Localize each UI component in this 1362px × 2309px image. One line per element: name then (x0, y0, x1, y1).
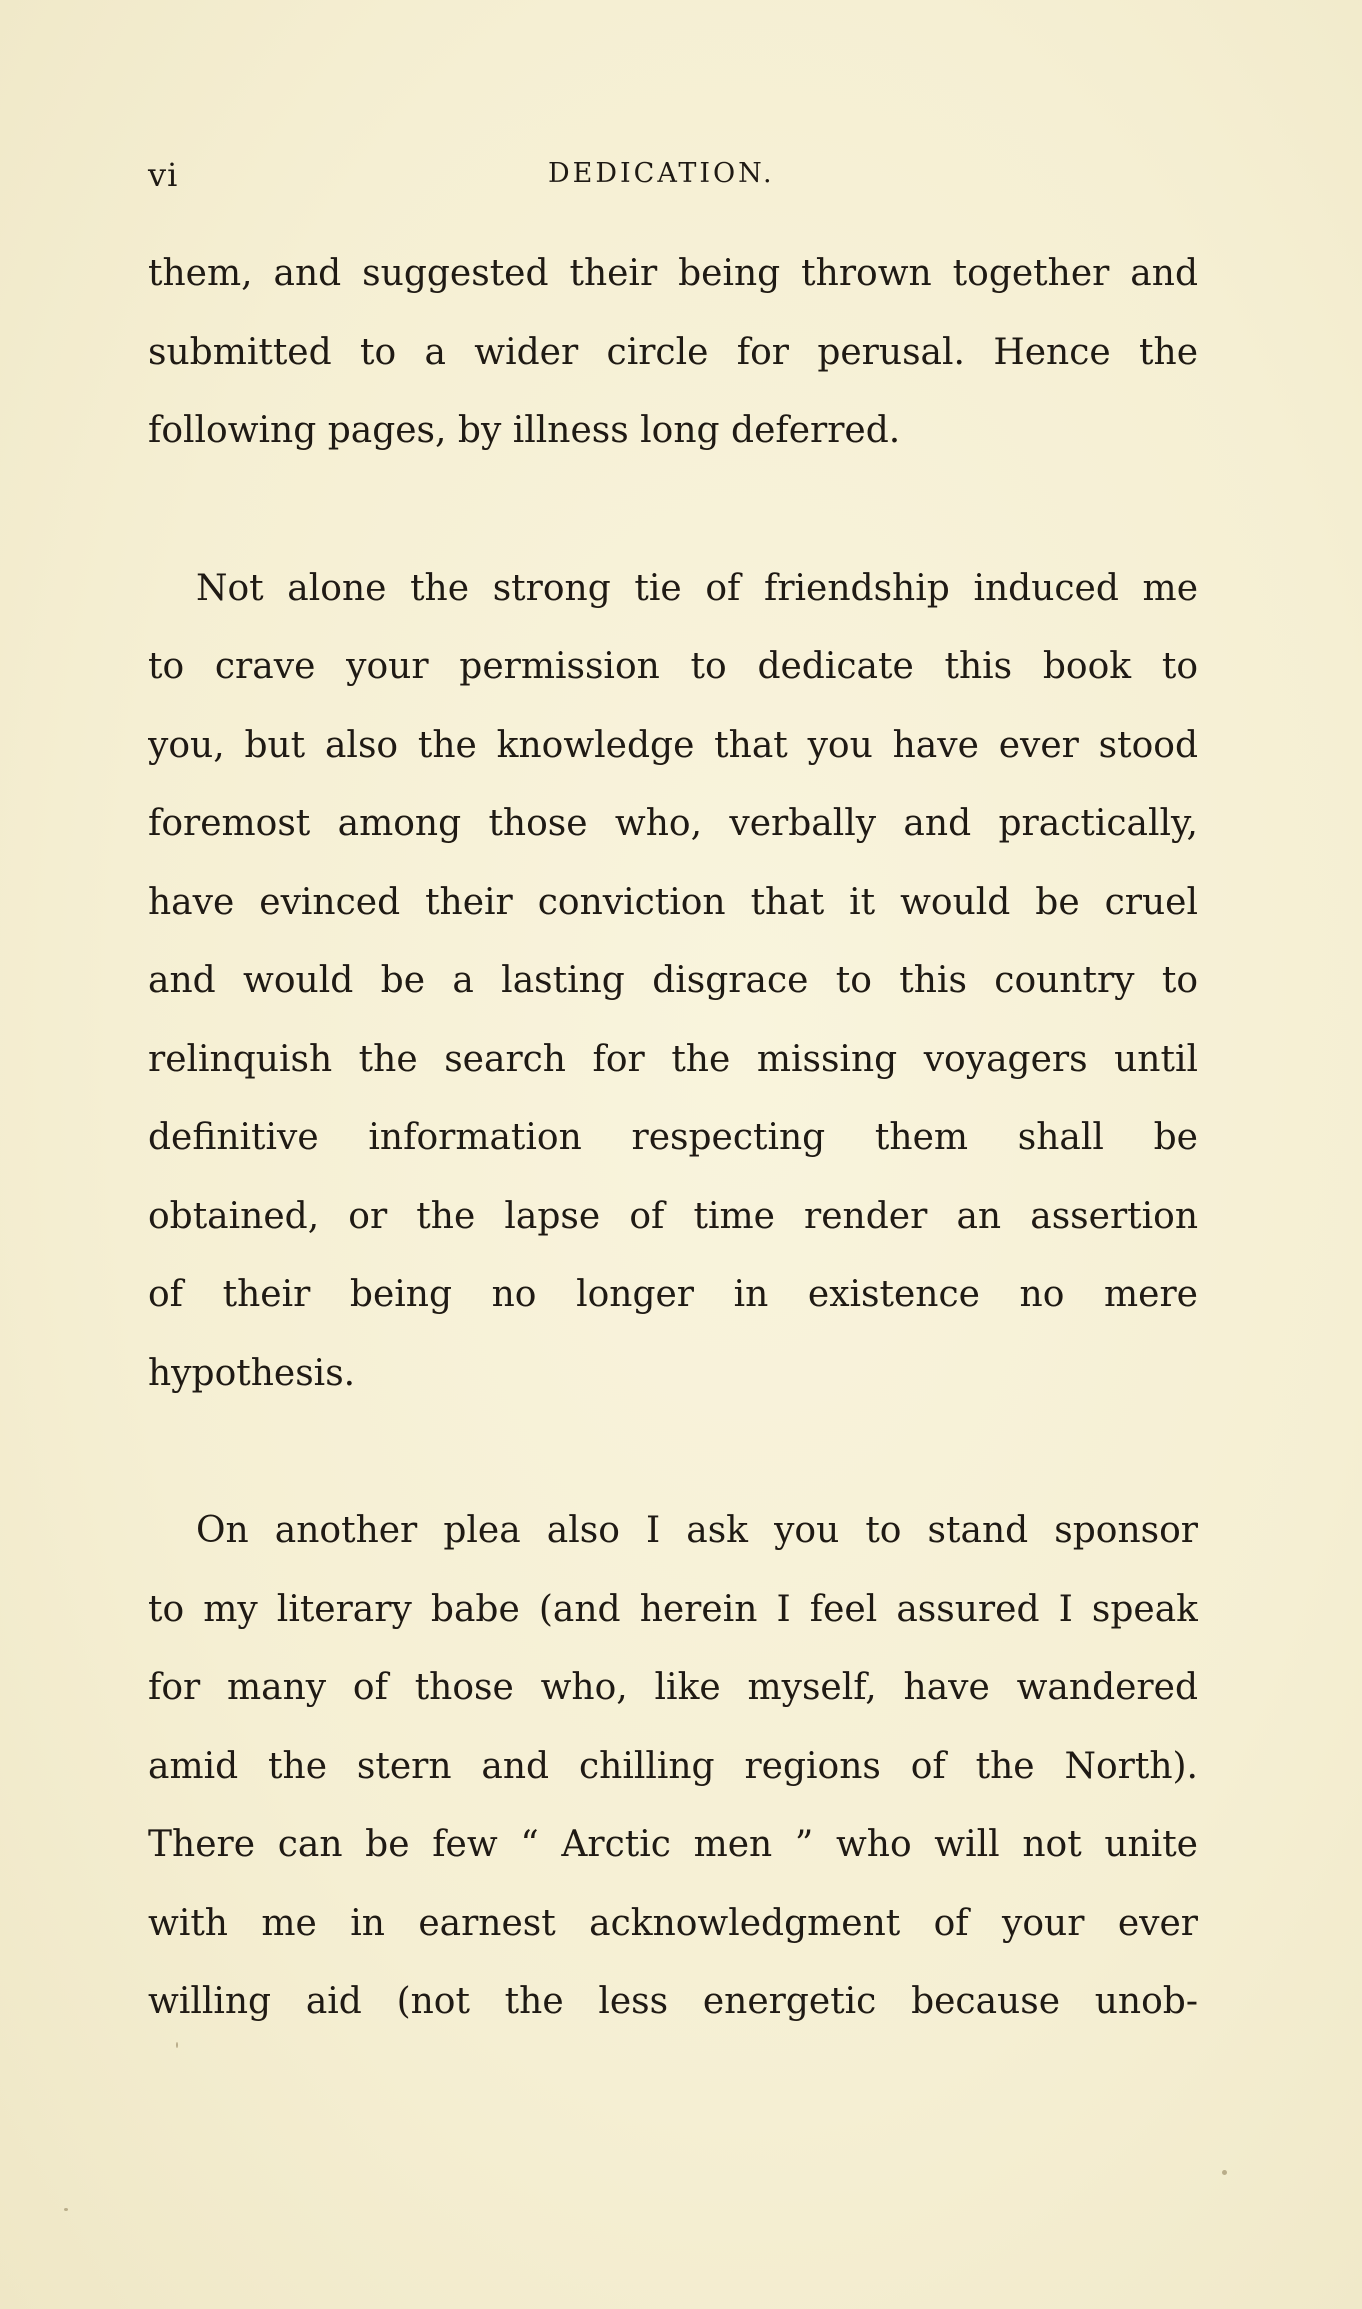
text-line: have evinced their conviction that it would be cruel (148, 881, 1198, 923)
paragraph-gap (148, 1413, 1198, 1492)
paper-speck (176, 2042, 178, 2048)
text-line: following pages, by illness long deferred. (148, 410, 901, 451)
paragraph-gap (148, 471, 1198, 550)
page-number: vi (148, 156, 179, 194)
text-line: relinquish the search for the missing voyagers until (148, 1038, 1198, 1080)
paragraph-3 (148, 1492, 1198, 2042)
text-line: amid the stern and chilling regions of the North). (148, 1745, 1198, 1787)
paper-speck (64, 2208, 68, 2211)
text-line: them, and suggested their being thrown together and (148, 253, 1198, 294)
text-line: On another plea also I ask you to stand sponsor (196, 1510, 1198, 1551)
text-line: for many of those who, like myself, have wandered (148, 1667, 1198, 1708)
text-line: you, but also the knowledge that you have ever stood (148, 724, 1198, 766)
text-line: to my literary babe (and herein I feel assured I speak (148, 1588, 1198, 1630)
text-line: foremost among those who, verbally and practically, (148, 803, 1198, 844)
body-text (148, 235, 1198, 2042)
text-line: of their being no longer in existence no mere (148, 1274, 1198, 1315)
text-line: submitted to a wider circle for perusal. Hence the (148, 331, 1198, 373)
text-line: definitive information respecting them shall be (148, 1117, 1198, 1158)
text-line: with me in earnest acknowledgment of your ever (148, 1902, 1198, 1944)
text-line: willing aid (not the less energetic because unob- (148, 1981, 1198, 2022)
text-line: and would be a lasting disgrace to this country to (148, 960, 1198, 1001)
paragraph-2 (148, 550, 1198, 1414)
paper-speck (1222, 2170, 1227, 2175)
text-line: obtained, or the lapse of time render an assertion (148, 1195, 1198, 1237)
paragraph-1 (148, 235, 1198, 471)
text-line: Not alone the strong tie of friendship induced me (196, 567, 1198, 609)
text-line: to crave your permission to dedicate this book to (148, 646, 1198, 687)
running-title: DEDICATION. (548, 158, 775, 189)
text-line: There can be few “ Arctic men ” who will not unite (148, 1824, 1198, 1865)
page-header (148, 156, 1214, 196)
text-line: hypothesis. (148, 1352, 356, 1394)
